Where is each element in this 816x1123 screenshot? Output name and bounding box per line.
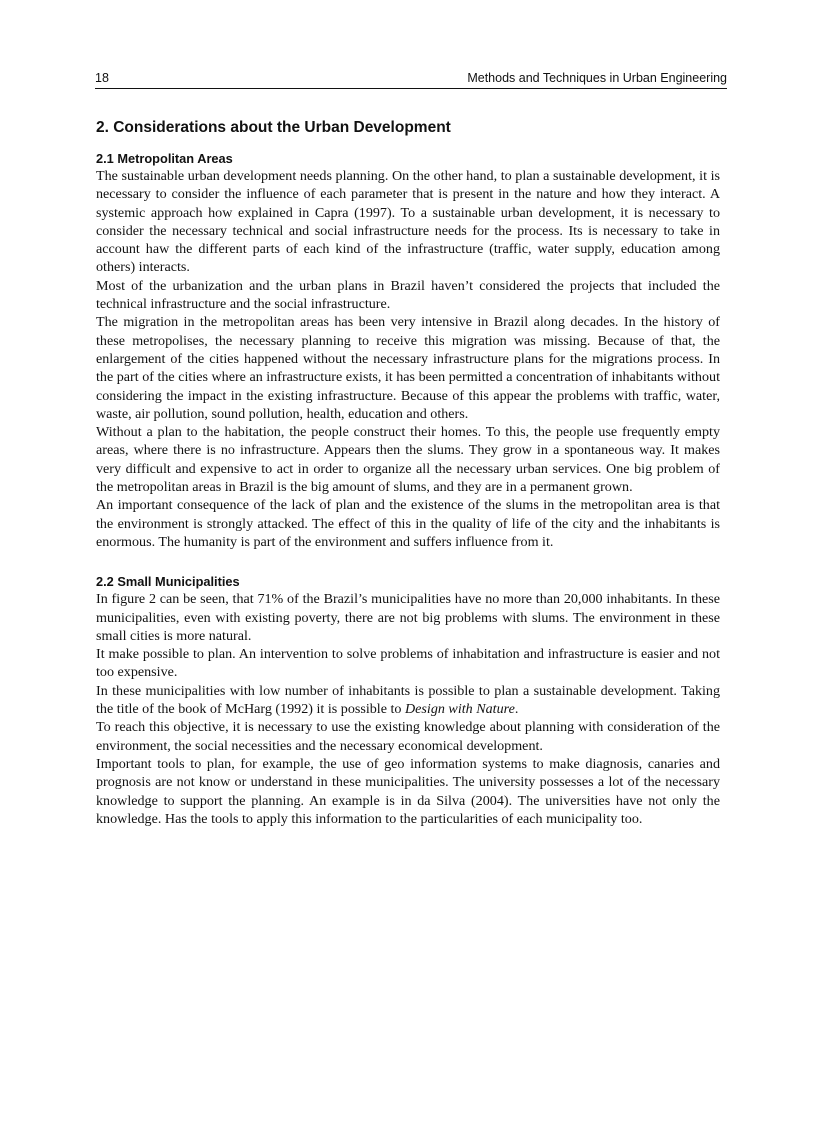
running-title: Methods and Techniques in Urban Engineering [467,71,727,85]
paragraph: Without a plan to the habitation, the people construct their homes. To this, the people use frequently empty areas, where there is no infrastructure. Appears then the slums. They grow in a spontaneous way. It makes very difficult and expensive to act in order to organize all the necessary urban services. One big problem of the metropolitan areas in Brazil is the big amount of slums, and they are in a permanent grown. [96,424,720,496]
paragraph: In figure 2 can be seen, that 71% of the Brazil’s municipalities have no more than 20,000 inhabitants. In these municipalities, even with existing poverty, there are not big problems with slums. The environment in these small cities is more natural. [96,591,720,644]
paragraph: Important tools to plan, for example, the use of geo information systems to make diagnosis, canaries and prognosis are not know or understand in these municipalities. The university possesses a lot of the necessary knowledge to support the planning. An example is in da Silva (2004). The universities have not only the knowledge. Has the tools to apply this information to the particularities of each municipality too. [96,755,720,827]
subsection-heading-small-municipalities: 2.2 Small Municipalities [96,574,240,590]
paragraph: To reach this objective, it is necessary to use the existing knowledge about planning with consideration of the environment, the social necessities and the necessary economical development. [96,719,720,754]
paragraph: Most of the urbanization and the urban plans in Brazil haven’t considered the projects that included the technical infrastructure and the social infrastructure. [96,277,720,313]
page-header [95,70,727,89]
paragraph: The sustainable urban development needs planning. On the other hand, to plan a sustainable development, it is necessary to consider the influence of each parameter that is present in the nature and how they interact. A systemic approach how explained in Capra (1997). To a sustainable urban development, it is necessary to consider the necessary technical and social infrastructure needs for the process. Its is necessary to take in account haw the different parts of each kind of the infrastructure (traffic, water supply, education among others) interacts. [96,168,720,276]
section-spacer [96,551,720,573]
section-heading: 2. Considerations about the Urban Development [96,119,451,136]
paragraph-period: . [514,701,519,718]
page-content [96,118,720,828]
paragraph: An important consequence of the lack of plan and the existence of the slums in the metropolitan area is that the environment is strongly attacked. The effect of this in the quality of life of the city and the inhabitants is enormous. The humanity is part of the environment and suffers influence from it. [96,497,720,550]
paragraph-with-book-title [96,682,720,719]
book-title: Design with Nature [404,701,515,718]
subsection-heading-metropolitan-areas: 2.1 Metropolitan Areas [96,151,233,166]
paragraph-text: In these municipalities with low number of inhabitants is possible to plan a sustainable development. Taking the title of the book of McHarg (1992) it is possible to [96,682,720,718]
page-number: 18 [95,71,109,85]
paragraph: It make possible to plan. An intervention to solve problems of inhabitation and infrastructure is easier and not too expensive. [96,646,720,681]
paragraph: The migration in the metropolitan areas has been very intensive in Brazil along decades. In the history of these metropolises, the necessary planning to receive this migration was missing. Because of that, the enlargement of the cities happened without the necessary infrastructure plans for the migrations process. In the part of the cities where an infrastructure exists, it has been permitted a concentration of inhabitants without considering the impact in the existing infrastructure. Because of this appear the problems with traffic, water, waste, air pollution, sound pollution, health, education and others. [96,314,720,422]
